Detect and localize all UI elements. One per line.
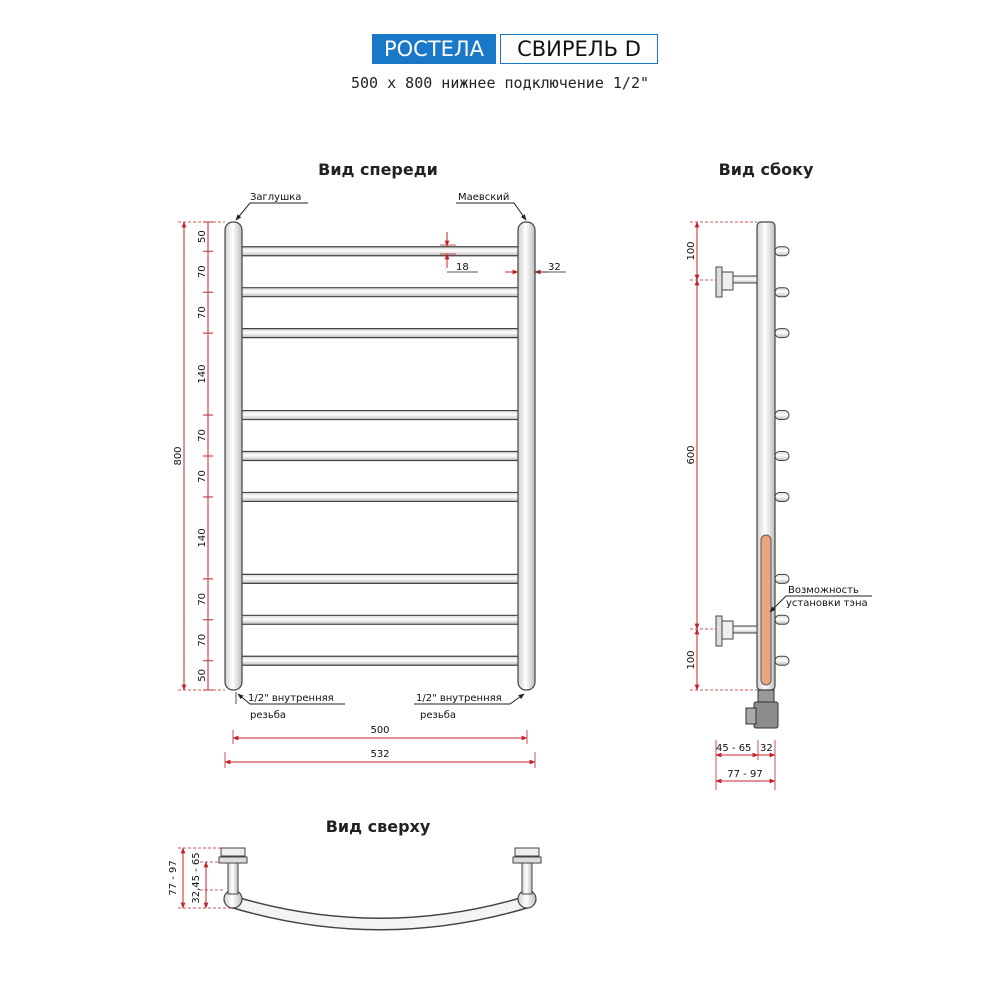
rung — [234, 492, 526, 501]
rung — [234, 247, 526, 256]
dim-spacing: 70 — [197, 592, 208, 606]
heater-note-line2: установки тэна — [786, 598, 868, 609]
valve-leader — [456, 203, 526, 220]
dim-total-height: 800 — [173, 446, 184, 466]
dim-spacing: 50 — [197, 669, 208, 682]
dim-side-bottom: 100 — [686, 650, 697, 670]
dim-post-diameter: 32 — [548, 262, 561, 273]
heater-note-line1: Возможность — [788, 585, 859, 596]
rung — [234, 329, 526, 338]
dim-width-inner: 500 — [370, 725, 390, 736]
side-rung-stub — [775, 656, 789, 665]
top-view — [168, 848, 541, 924]
valve-label: Маевский — [458, 192, 510, 203]
dim-side-depth-2: 32 — [760, 743, 773, 754]
dim-spacing: 70 — [197, 265, 208, 279]
right-post — [518, 222, 535, 690]
dim-top-inner: 32,45 - 65 — [191, 852, 202, 904]
side-rung-stub — [775, 452, 789, 461]
dim-side-depth-1: 45 - 65 — [716, 743, 752, 754]
plug-leader — [236, 203, 308, 220]
brand-logo: РОСТЕЛА — [372, 34, 496, 64]
dim-top-outer: 77 - 97 — [168, 860, 179, 896]
dim-spacing: 70 — [197, 306, 208, 320]
left-post — [225, 222, 242, 690]
rung — [234, 288, 526, 297]
dim-width-outer: 532 — [370, 749, 390, 760]
dim-spacing: 140 — [197, 364, 208, 384]
thread-right-line2: резьба — [420, 710, 457, 721]
top-view-title: Вид сверху — [325, 817, 431, 836]
side-rung-stub — [775, 288, 789, 297]
plug-label: Заглушка — [250, 192, 302, 203]
rung — [234, 411, 526, 420]
side-view — [686, 222, 872, 790]
rung — [234, 452, 526, 461]
rungs — [234, 247, 526, 666]
side-rung-stub — [775, 615, 789, 624]
dim-spacing: 70 — [197, 633, 208, 647]
dim-side-top: 100 — [686, 241, 697, 261]
dim-rung-diameter: 18 — [456, 262, 469, 273]
side-rung-stub — [775, 329, 789, 338]
side-rung-stub — [775, 574, 789, 583]
subtitle: 500 х 800 нижнее подключение 1/2" — [350, 74, 649, 92]
rung — [234, 574, 526, 583]
dim-side-depth-total: 77 - 97 — [727, 769, 763, 780]
thread-right-line1: 1/2" внутренняя — [416, 693, 502, 704]
heater-element — [761, 535, 771, 685]
dim-spacing: 50 — [197, 230, 208, 243]
front-view-title: Вид спереди — [318, 160, 438, 179]
thread-left-line1: 1/2" внутренняя — [248, 693, 334, 704]
side-rung-stub — [775, 411, 789, 420]
rung — [234, 656, 526, 665]
front-view — [173, 192, 566, 768]
rung — [234, 615, 526, 624]
dim-spacing: 140 — [197, 528, 208, 548]
dim-side-middle: 600 — [686, 445, 697, 465]
thread-left-line2: резьба — [250, 710, 287, 721]
side-view-title: Вид сбоку — [718, 160, 814, 179]
side-rung-stub — [775, 492, 789, 501]
dim-spacing: 70 — [197, 470, 208, 483]
model-name: СВИРЕЛЬ D — [500, 34, 658, 64]
side-rung-stub — [775, 247, 789, 256]
dim-spacing: 70 — [197, 429, 208, 442]
